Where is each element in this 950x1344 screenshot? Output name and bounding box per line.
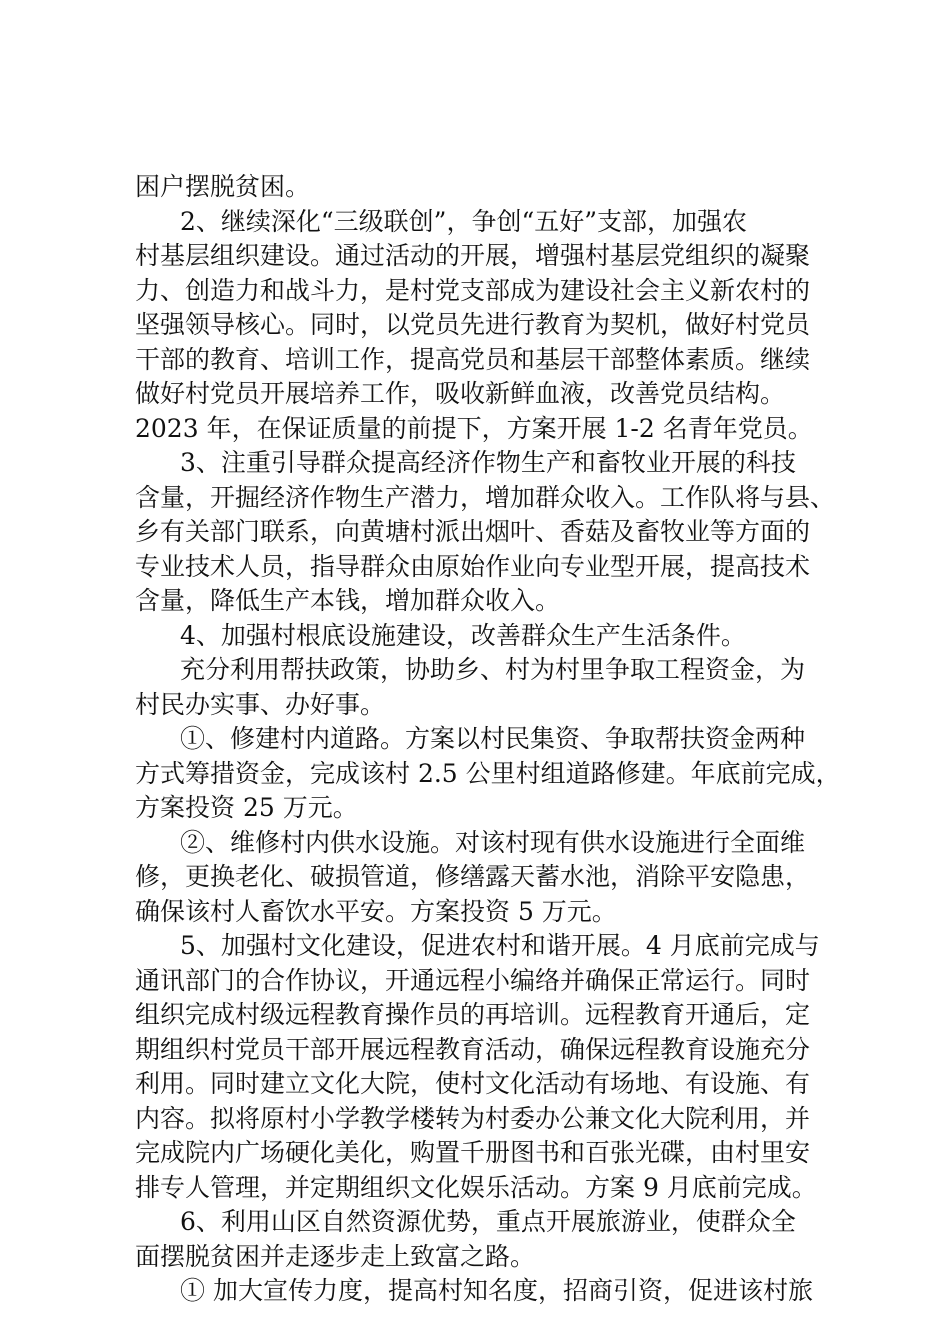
text-line: 期组织村党员干部开展远程教育活动，确保远程教育设施充分	[135, 1034, 811, 1064]
text-line: 充分利用帮扶政策，协助乡、村为村里争取工程资金，为	[180, 655, 806, 684]
text-line: 方案投资 25 万元。	[135, 793, 358, 822]
text-line: 确保该村人畜饮水平安。方案投资 5 万元。	[135, 896, 617, 926]
text-line: 方式筹措资金，完成该村 2.5 公里村组道路修建。年底前完成，	[135, 758, 841, 788]
text-line: 组织完成村级远程教育操作员的再培训。远程教育开通后，定	[135, 1000, 811, 1029]
text-line: 修，更换老化、破损管道，修缮露天蓄水池，消除平安隐患，	[135, 862, 811, 891]
text-line: 村民办实事、办好事。	[135, 689, 386, 719]
text-line: 2023 年，在保证质量的前提下，方案开展 1-2 名青年党员。	[135, 413, 813, 443]
text-line: 干部的教育、培训工作，提高党员和基层干部整体素质。继续	[135, 344, 811, 374]
text-line: 困户摆脱贫困。	[135, 172, 311, 201]
text-line: 专业技术人员，指导群众由原始作业向专业型开展，提高技术	[135, 551, 811, 581]
text-line: 通讯部门的合作协议，开通远程小编络并确保正常运行。同时	[135, 965, 811, 995]
text-line: 做好村党员开展培养工作，吸收新鲜血液，改善党员结构。	[135, 379, 786, 408]
document-body	[135, 170, 855, 1309]
text-line: 内容。拟将原村小学教学楼转为村委办公兼文化大院利用，并	[135, 1103, 811, 1133]
text-line: 村基层组织建设。通过活动的开展，增强村基层党组织的凝聚	[135, 241, 811, 270]
text-line: 6、利用山区自然资源优势，重点开展旅游业，使群众全	[180, 1207, 796, 1236]
text-line: 含量，降低生产本钱，增加群众收入。	[135, 586, 561, 615]
text-line: 3、注重引导群众提高经济作物生产和畜牧业开展的科技	[180, 448, 796, 477]
text-line: 排专人管理，并定期组织文化娱乐活动。方案 9 月底前完成。	[135, 1172, 817, 1202]
text-line: ②、维修村内供水设施。对该村现有供水设施进行全面维	[180, 827, 806, 857]
text-line: 完成院内广场硬化美化，购置千册图书和百张光碟，由村里安	[135, 1138, 811, 1167]
text-line: ①、修建村内道路。方案以村民集资、争取帮扶资金两种	[180, 724, 806, 753]
text-line: 乡有关部门联系，向黄塘村派出烟叶、香菇及畜牧业等方面的	[135, 517, 811, 546]
text-line: 2、继续深化“三级联创”，争创“五好”支部，加强农	[180, 206, 748, 236]
text-line: 利用。同时建立文化大院，使村文化活动有场地、有设施、有	[135, 1069, 811, 1098]
text-line: 含量，开掘经济作物生产潜力，增加群众收入。工作队将与县、	[135, 482, 836, 512]
text-line: 坚强领导核心。同时，以党员先进行教育为契机，做好村党员	[135, 310, 811, 339]
text-line: ① 加大宣传力度，提高村知名度，招商引资，促进该村旅	[180, 1276, 813, 1305]
text-line: 面摆脱贫困并走逐步走上致富之路。	[135, 1241, 536, 1271]
text-line: 4、加强村根底设施建设，改善群众生产生活条件。	[180, 620, 746, 650]
text-line: 5、加强村文化建设，促进农村和谐开展。4 月底前完成与	[180, 931, 820, 960]
text-line: 力、创造力和战斗力，是村党支部成为建设社会主义新农村的	[135, 275, 811, 305]
